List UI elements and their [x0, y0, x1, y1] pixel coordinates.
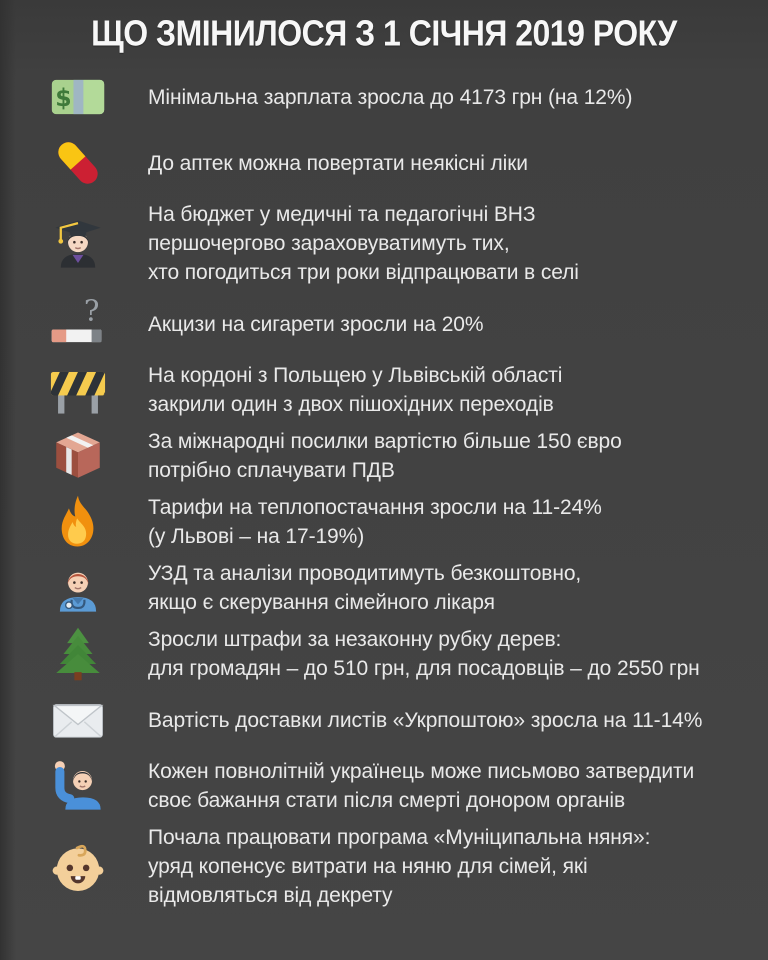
item-text — [148, 493, 602, 551]
list-item — [44, 823, 756, 910]
item-text-line: До аптек можна повертати неякісні ліки — [148, 151, 528, 175]
item-text-line: хто погодиться три роки відпрацювати в селі — [148, 261, 579, 284]
list-item — [44, 200, 756, 287]
list-item — [44, 691, 756, 749]
item-text — [148, 427, 622, 485]
item-text-line: уряд копенсує витрати на няню для сімей, які — [148, 855, 588, 878]
money-banknote-icon — [44, 68, 112, 126]
fire-icon — [44, 493, 112, 551]
item-text-line: для громадян – до 510 грн, для посадовців – до 2550 грн — [148, 657, 700, 680]
item-text-line: На кордоні з Польщею у Львівській області — [148, 364, 563, 387]
graduate-icon — [44, 215, 112, 273]
item-text-line: Вартість доставки листів «Укрпоштою» зросла на 11-14% — [148, 708, 703, 732]
list-item — [44, 68, 756, 126]
raising-hand-icon — [44, 757, 112, 815]
pill-icon — [44, 134, 112, 192]
item-text-line: (у Львові – на 17-19%) — [148, 525, 365, 548]
item-text-line: Кожен повнолітній українець може письмово затвердити — [148, 760, 695, 783]
item-text-line: своє бажання стати після смерті донором органів — [148, 789, 626, 812]
svg-text:?: ? — [83, 295, 100, 328]
item-text-line: Зросли штрафи за незаконну рубку дерев: — [148, 628, 562, 651]
item-text-line: На бюджет у медичні та педагогічні ВНЗ — [148, 203, 536, 226]
item-text — [148, 200, 579, 287]
item-text — [148, 149, 528, 178]
item-text — [148, 823, 650, 910]
page-title: ЩО ЗМІНИЛОСЯ З 1 СІЧНЯ 2019 РОКУ — [91, 12, 677, 53]
item-text-line: закрили один з двох пішохідних переходів — [148, 393, 554, 416]
item-text-line: Тарифи на теплопостачання зросли на 11-24% — [148, 496, 602, 519]
header-banner — [0, 0, 768, 60]
item-text-line: Мінімальна зарплата зросла до 4173 грн (на 12%) — [148, 85, 633, 109]
list-item — [44, 134, 756, 192]
list-item — [44, 493, 756, 551]
doctor-icon — [44, 559, 112, 617]
list-item — [44, 427, 756, 485]
cigarette-icon — [44, 295, 112, 353]
item-text-line: УЗД та аналізи проводитимуть безкоштовно, — [148, 562, 582, 585]
item-text-line: Почала працювати програма «Муніципальна няня»: — [148, 826, 651, 849]
list-item — [44, 625, 756, 683]
item-text — [148, 83, 632, 112]
item-text-line: Акцизи на сигарети зросли на 20% — [148, 312, 484, 336]
baby-icon — [44, 838, 112, 896]
item-text — [148, 559, 581, 617]
item-text — [148, 310, 483, 339]
item-text-line: За міжнародні посилки вартістю більше 150 євро — [148, 430, 622, 453]
item-text — [148, 361, 562, 419]
item-text-line: першочергово зараховуватимуть тих, — [148, 232, 510, 255]
evergreen-tree-icon — [44, 625, 112, 683]
changes-list — [0, 60, 768, 910]
construction-barrier-icon — [44, 361, 112, 419]
list-item — [44, 295, 756, 353]
list-item — [44, 559, 756, 617]
item-text-line: якщо є скерування сімейного лікаря — [148, 591, 495, 614]
item-text — [148, 625, 700, 683]
package-icon — [44, 427, 112, 485]
item-text — [148, 757, 694, 815]
list-item — [44, 757, 756, 815]
item-text-line: потрібно сплачувати ПДВ — [148, 459, 395, 482]
envelope-icon — [44, 691, 112, 749]
list-item — [44, 361, 756, 419]
item-text — [148, 706, 702, 735]
svg-text:$: $ — [55, 84, 72, 113]
item-text-line: відмовляться від декрету — [148, 884, 393, 907]
